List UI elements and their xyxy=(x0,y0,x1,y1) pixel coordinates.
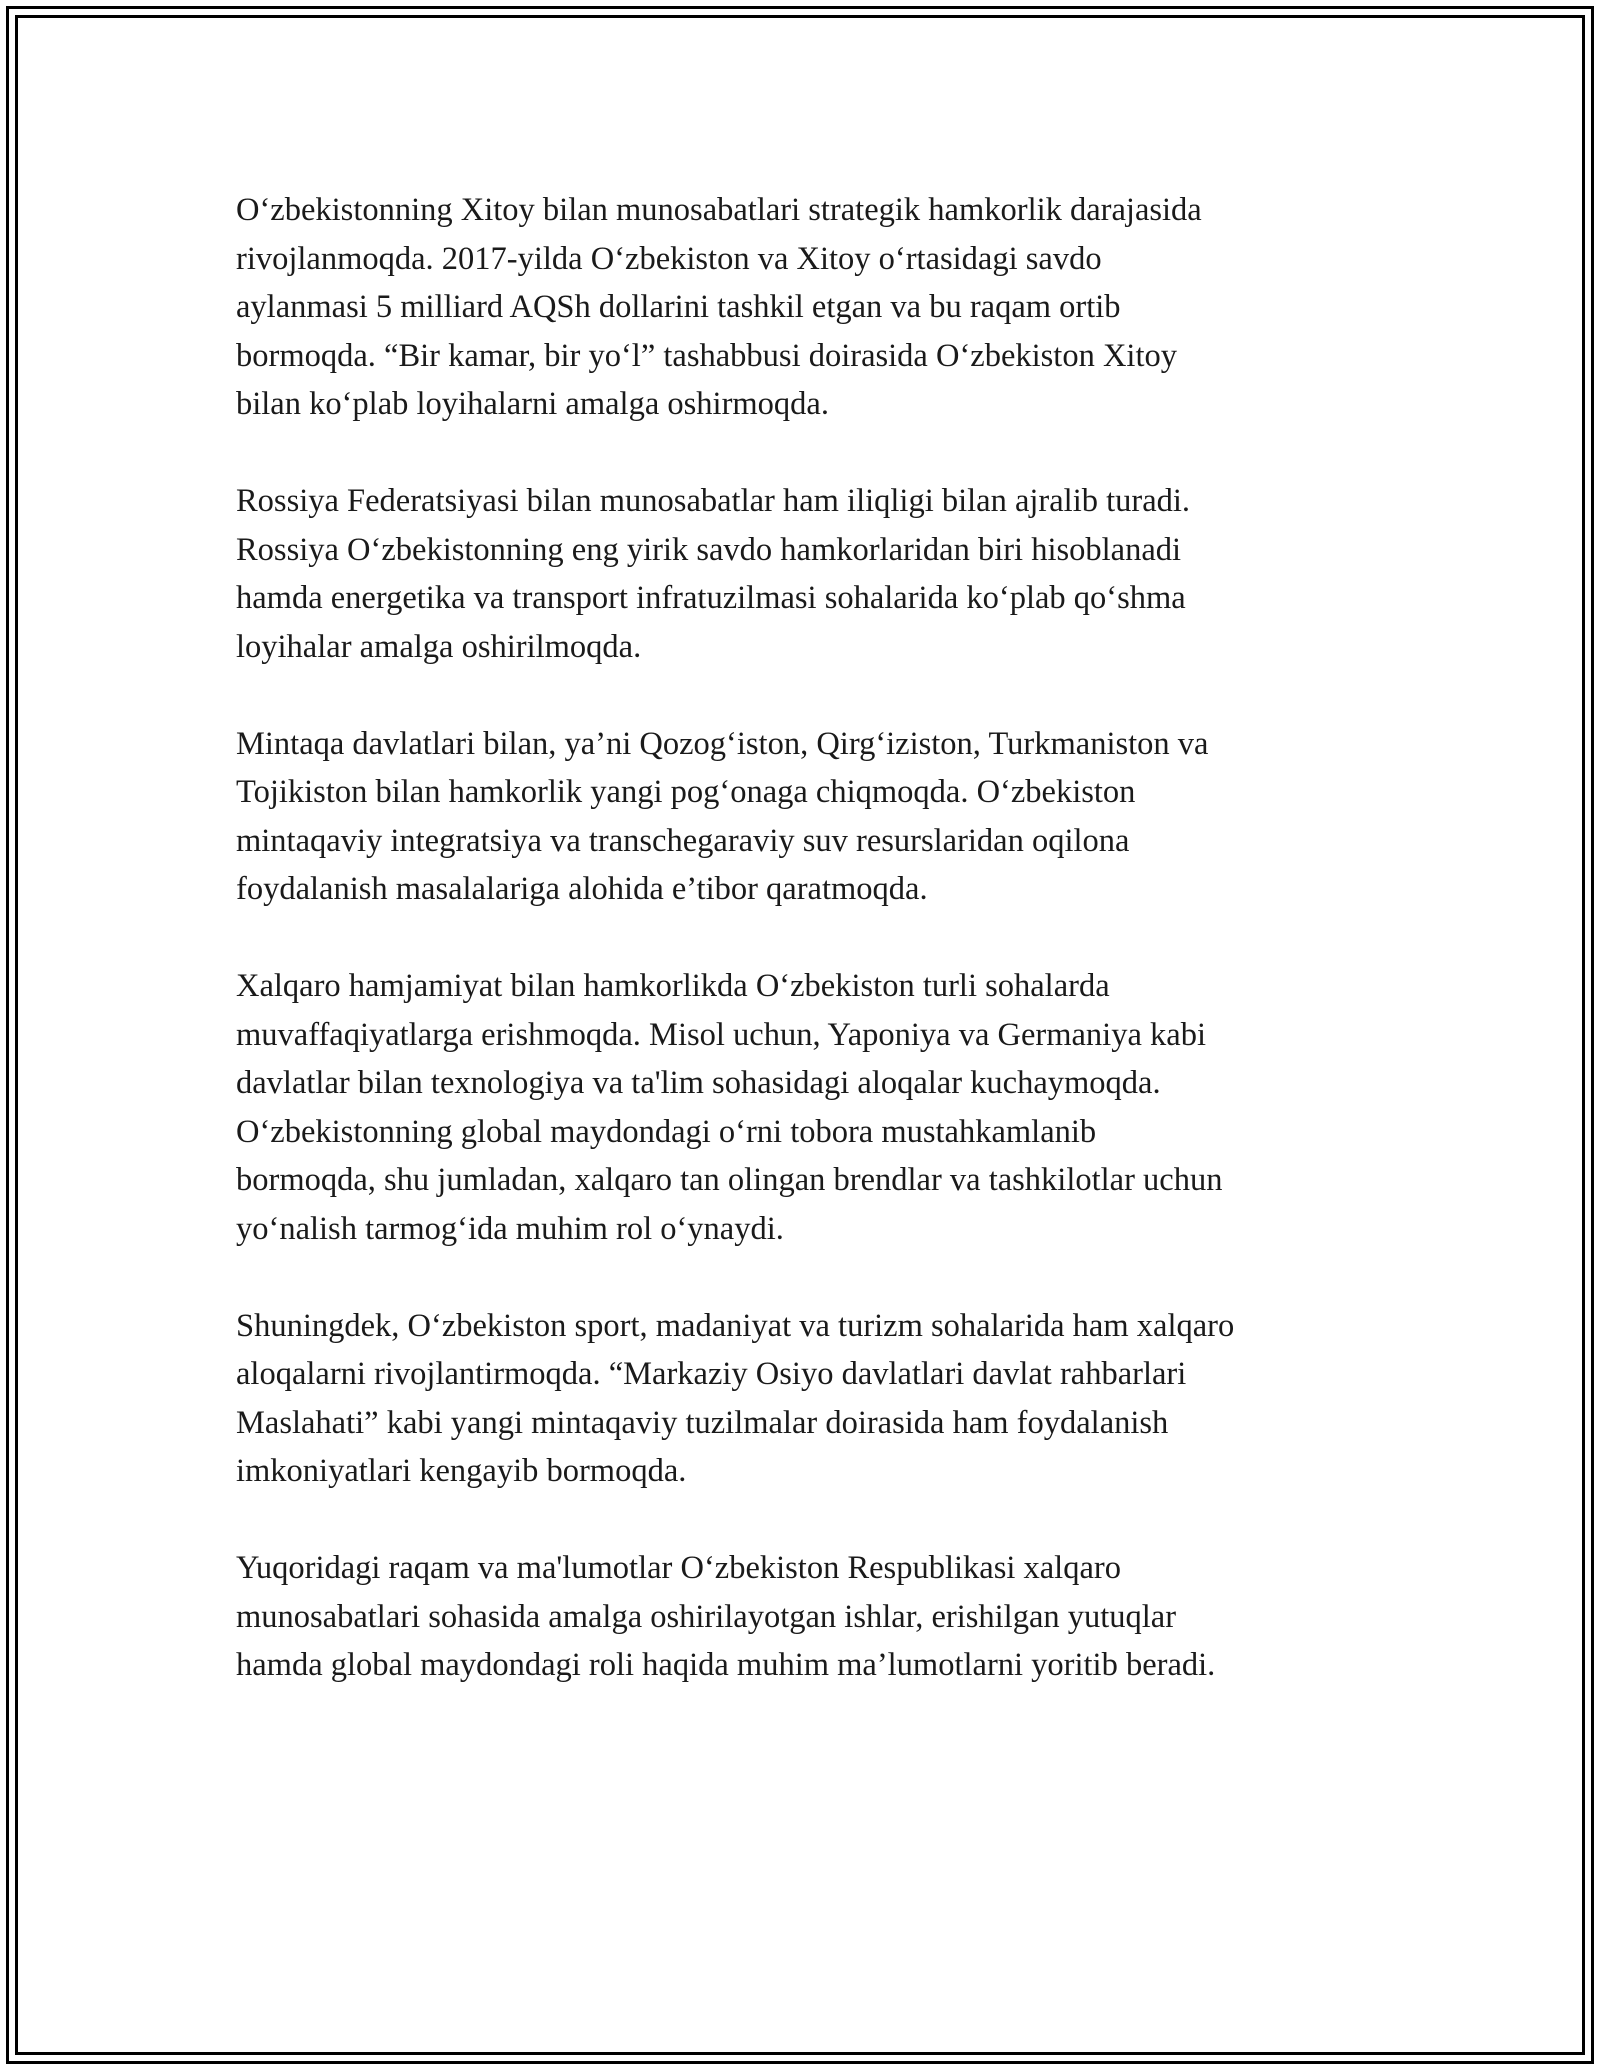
text-line: Rossiya Federatsiyasi bilan munosabatlar ham iliqligi bilan ajralib turadi. xyxy=(236,483,1191,519)
text-line: hamda energetika va transport infratuzilmasi sohalarida ko‘plab qo‘shma xyxy=(236,580,1186,616)
text-line: bormoqda, shu jumladan, xalqaro tan olingan brendlar va tashkilotlar uchun xyxy=(236,1162,1223,1198)
paragraph-russia xyxy=(236,477,1396,671)
text-line: mintaqaviy integratsiya va transchegaraviy suv resurslaridan oqilona xyxy=(236,822,1130,859)
paragraph-region xyxy=(236,720,1396,914)
text-line: Xalqaro hamjamiyat bilan hamkorlikda O‘zbekiston turli sohalarda xyxy=(236,968,1110,1004)
text-line: loyihalar amalga oshirilmoqda. xyxy=(236,628,642,665)
document-body xyxy=(236,186,1396,1690)
paragraph-conclusion xyxy=(236,1544,1396,1690)
text-line: bormoqda. “Bir kamar, bir yo‘l” tashabbusi doirasida O‘zbekiston Xitoy xyxy=(236,337,1177,374)
text-line: davlatlar bilan texnologiya va ta'lim sohasidagi aloqalar kuchaymoqda. xyxy=(236,1065,1161,1101)
text-line: Maslahati” kabi yangi mintaqaviy tuzilmalar doirasida ham foydalanish xyxy=(236,1404,1169,1441)
text-line: bilan ko‘plab loyihalarni amalga oshirmoqda. xyxy=(236,386,829,422)
text-line: rivojlanmoqda. 2017-yilda O‘zbekiston va Xitoy o‘rtasidagi savdo xyxy=(236,240,1102,277)
paragraph-international xyxy=(236,962,1396,1253)
text-line: O‘zbekistonning Xitoy bilan munosabatlari strategik hamkorlik darajasida xyxy=(236,192,1202,228)
paragraph-china xyxy=(236,186,1396,429)
text-line: imkoniyatlari kengayib bormoqda. xyxy=(236,1453,687,1489)
text-line: Yuqoridagi raqam va ma'lumotlar O‘zbekiston Respublikasi xalqaro xyxy=(236,1550,1121,1586)
text-line: Tojikiston bilan hamkorlik yangi pog‘onaga chiqmoqda. O‘zbekiston xyxy=(236,774,1136,810)
text-line: aloqalarni rivojlantirmoqda. “Markaziy Osiyo davlatlari davlat rahbarlari xyxy=(236,1356,1187,1392)
text-line: foydalanish masalalariga alohida e’tibor qaratmoqda. xyxy=(236,871,928,907)
text-line: Mintaqa davlatlari bilan, ya’ni Qozog‘iston, Qirg‘iziston, Turkmaniston va xyxy=(236,725,1209,762)
paragraph-sport-culture xyxy=(236,1302,1396,1496)
text-line: yo‘nalish tarmog‘ida muhim rol o‘ynaydi. xyxy=(236,1210,784,1247)
text-line: O‘zbekistonning global maydondagi o‘rni tobora mustahkamlanib xyxy=(236,1113,1097,1150)
text-line: aylanmasi 5 milliard AQSh dollarini tashkil etgan va bu raqam ortib xyxy=(236,289,1121,325)
text-line: muvaffaqiyatlarga erishmoqda. Misol uchun, Yaponiya va Germaniya kabi xyxy=(236,1016,1206,1053)
text-line: hamda global maydondagi roli haqida muhim ma’lumotlarni yoritib beradi. xyxy=(236,1647,1216,1683)
text-line: Rossiya O‘zbekistonning eng yirik savdo hamkorlaridan biri hisoblanadi xyxy=(236,531,1182,568)
text-line: munosabatlari sohasida amalga oshirilayotgan ishlar, erishilgan yutuqlar xyxy=(236,1598,1177,1635)
text-line: Shuningdek, O‘zbekiston sport, madaniyat va turizm sohalarida ham xalqaro xyxy=(236,1307,1235,1344)
